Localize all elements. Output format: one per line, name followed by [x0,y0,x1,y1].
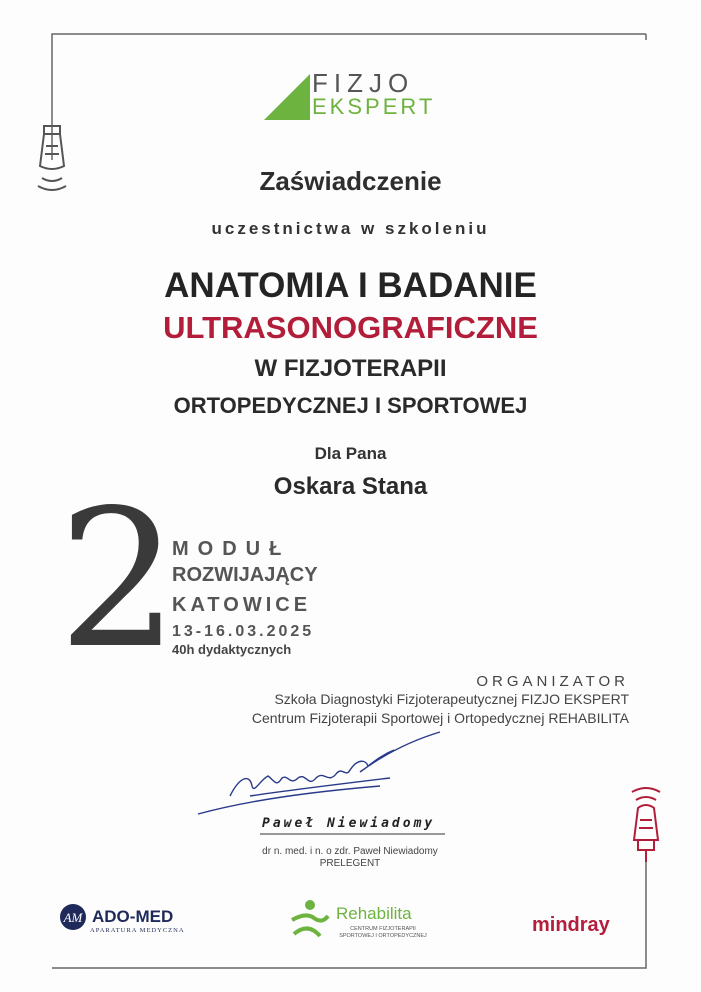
certificate-title: Zaświadczenie [259,166,442,196]
recipient-name: Oskara Stana [273,473,428,500]
organizer-line1: Szkoła Diagnostyki Fizjoterapeutycznej FIZJO EKSPERT [274,691,629,707]
ultrasound-probe-icon-bottom [632,788,660,862]
ado-med-logo-icon [58,902,88,932]
ado-med-logo-text: ADO-MED [92,907,174,926]
organizer-line2: Centrum Fizjoterapii Sportowej i Ortopedycznej REHABILITA [251,710,629,726]
course-title-line1: ANATOMIA I BADANIE [164,266,537,305]
course-title-line2: ULTRASONOGRAFICZNE [163,310,538,345]
logo-text-ekspert: EKSPERT [312,94,436,119]
module-city: KATOWICE [172,594,312,616]
course-title-line4: ORTOPEDYCZNEJ I SPORTOWEJ [173,393,528,418]
rehabilita-logo-icon [288,898,332,940]
rehabilita-logo-subtext1: CENTRUM FIZJOTERAPII [350,926,416,932]
rehabilita-logo-subtext2: SPORTOWEJ I ORTOPEDYCZNEJ [339,933,427,939]
module-number: 2 [58,469,179,690]
course-title-line3: W FIZJOTERAPII [254,355,447,382]
module-hours: 40h dydaktycznych [172,642,292,657]
certificate-subtitle: uczestnictwa w szkoleniu [211,219,490,238]
fizjo-ekspert-logo-triangle [262,72,312,122]
organizer-heading: ORGANIZATOR [476,673,629,690]
ado-med-logo-subtext: APARATURA MEDYCZNA [90,927,185,934]
signature-caption: dr n. med. i n. o zdr. Paweł Niewiadomy [262,846,438,857]
mindray-logo: mindray [532,914,610,936]
module-level: ROZWIJAJĄCY [172,564,318,586]
recipient-label: Dla Pana [314,444,387,463]
signature-role: PRELEGENT [319,858,381,869]
logo-text-fizjo: FIZJO [312,68,415,98]
svg-text:AM: AM [63,910,83,925]
rehabilita-logo-text: Rehabilita [336,904,412,923]
module-dates: 13-16.03.2025 [172,623,315,640]
signature-name-stamp: Paweł Niewiadomy [262,816,436,831]
module-label: MODUŁ [172,538,291,560]
